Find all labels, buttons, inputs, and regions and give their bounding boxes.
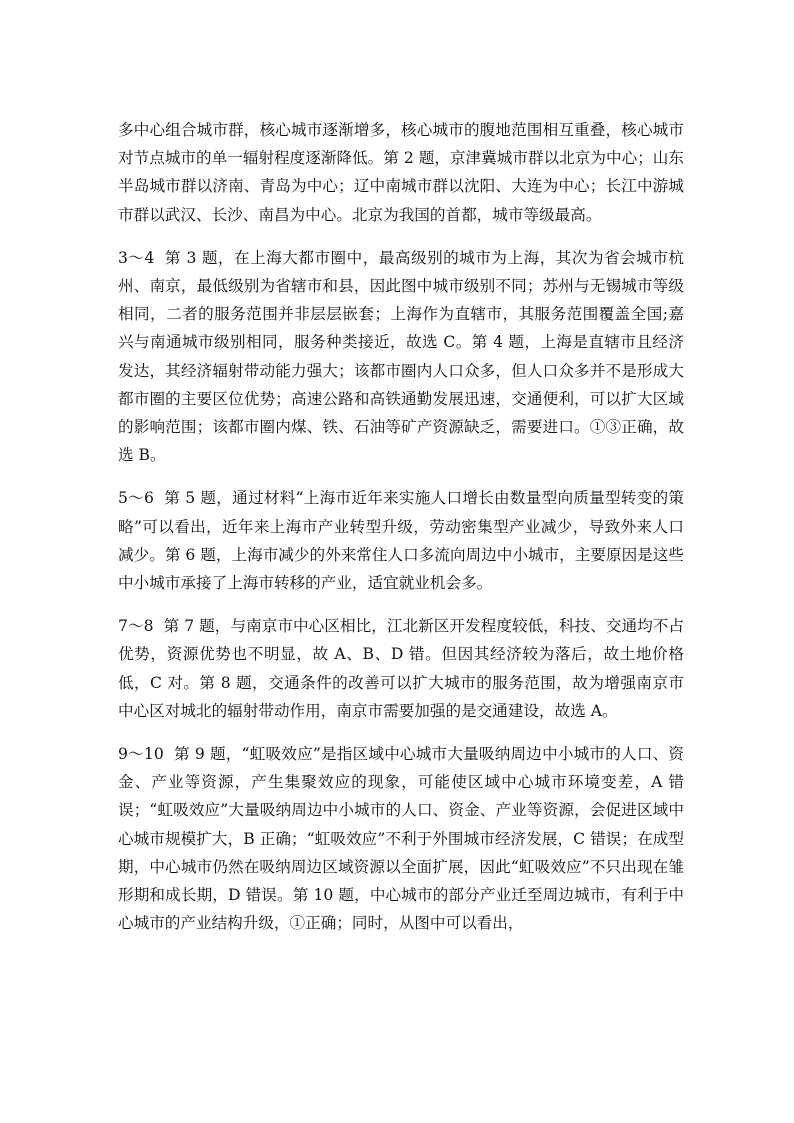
- question-range-label: 9～10: [118, 745, 164, 764]
- paragraph-3: [118, 484, 684, 597]
- paragraph-2: [118, 244, 684, 470]
- paragraph-2-text: 第 3 题，在上海大都市圈中，最高级别的城市为上海，其次为省会城市杭州、南京，最低级别为省辖市和县，因此图中城市级别不同；苏州与无锡城市等级相同，二者的服务范围并非层层嵌套；上海作为直辖市，其服务范围覆盖全国;嘉兴与南通城市级别相同，服务种类接近，故选 C。第 4 题，上海是直辖市且经济发达，其经济辐射带动能力强大；该都市圈内人口众多，但人口众多并不是形成大都市圈的主要区位优势；高速公路和高铁通勤发展迅速，交通便利，可以扩大区域的影响范围；该都市圈内煤、铁、石油等矿产资源缺乏，需要进口。①③正确，故选 B。: [118, 248, 685, 465]
- paragraph-1-text: 多中心组合城市群，核心城市逐渐增多，核心城市的腹地范围相互重叠，核心城市对节点城市的单一辐射程度逐渐降低。第 2 题，京津冀城市群以北京为中心；山东半岛城市群以济南、青岛为中心；辽中南城市群以沈阳、大连为中心；长江中游城市群以武汉、长沙、南昌为中心。北京为我国的首都，城市等级最高。: [118, 121, 684, 224]
- paragraph-5-text: 第 9 题，“虹吸效应”是指区域中心城市大量吸纳周边中小城市的人口、资金、产业等资源，产生集聚效应的现象，可能使区域中心城市环境变差，A 错误；“虹吸效应”大量吸纳周边中小城市的人口、资金、产业等资源，会促进区域中心城市规模扩大，B 正确；“虹吸效应”不利于外围城市经济发展，C 错误；在成型期，中心城市仍然在吸纳周边区域资源以全面扩展，因此“虹吸效应”不只出现在雏形期和成长期，D 错误。第 10 题，中心城市的部分产业迁至周边城市，有利于中心城市的产业结构升级，①正确；同时，从图中可以看出，: [118, 745, 684, 933]
- paragraph-5: [118, 740, 684, 937]
- question-range-label: 5～6: [118, 489, 154, 508]
- answer-explanation-text: [118, 116, 684, 952]
- question-range-label: 7～8: [118, 617, 154, 636]
- paragraph-1: [118, 116, 684, 229]
- paragraph-4-text: 第 7 题，与南京市中心区相比，江北新区开发程度较低，科技、交通均不占优势，资源优势也不明显，故 A、B、D 错。但因其经济较为落后，故土地价格低，C 对。第 8 题，交通条件的改善可以扩大城市的服务范围，故为增强南京市中心区对城北的辐射带动作用，南京市需要加强的是交通建设，故选 A。: [118, 617, 685, 720]
- question-range-label: 3～4: [118, 248, 155, 267]
- paragraph-3-text: 第 5 题，通过材料“上海市近年来实施人口增长由数量型向质量型转变的策略”可以看出，近年来上海市产业转型升级，劳动密集型产业减少，导致外来人口减少。第 6 题，上海市减少的外来常住人口多流向周边中小城市，主要原因是这些中小城市承接了上海市转移的产业，适宜就业机会多。: [118, 489, 685, 593]
- paragraph-4: [118, 612, 684, 725]
